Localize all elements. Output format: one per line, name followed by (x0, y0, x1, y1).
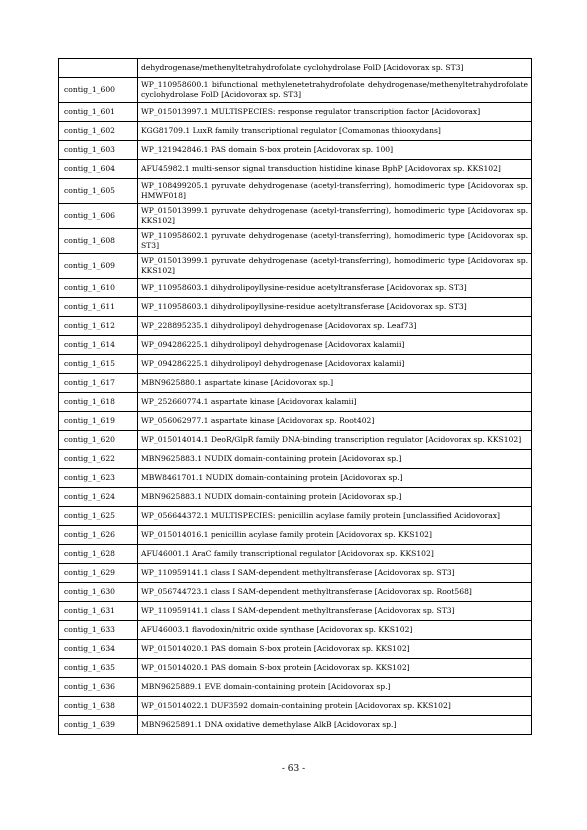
table-row (59, 678, 532, 697)
table-row (59, 279, 532, 298)
contig-id-cell: contig_1_617 (59, 374, 138, 393)
annotation-cell: WP_110958602.1 pyruvate dehydrogenase (acetyl-transferring), homodimeric type [Acidovorax sp. ST3] (138, 229, 532, 254)
table-row (59, 564, 532, 583)
table-row (59, 317, 532, 336)
annotation-cell: WP_015013997.1 MULTISPECIES: response regulator transcription factor [Acidovorax] (138, 103, 532, 122)
annotation-cell: AFU46003.1 flavodoxin/nitric oxide synthase [Acidovorax sp. KKS102] (138, 621, 532, 640)
table-row (59, 298, 532, 317)
annotation-cell: WP_121942846.1 PAS domain S-box protein [Acidovorax sp. 100] (138, 141, 532, 160)
contig-id-cell: contig_1_606 (59, 204, 138, 229)
annotation-cell: WP_015014016.1 penicillin acylase family protein [Acidovorax sp. KKS102] (138, 526, 532, 545)
annotation-cell: WP_056644372.1 MULTISPECIES: penicillin acylase family protein [unclassified Acidovorax] (138, 507, 532, 526)
table-row (59, 431, 532, 450)
page-number: - 63 - (281, 764, 306, 774)
contig-id-cell: contig_1_626 (59, 526, 138, 545)
contig-id-cell: contig_1_634 (59, 640, 138, 659)
annotation-cell: WP_015014020.1 PAS domain S-box protein [Acidovorax sp. KKS102] (138, 659, 532, 678)
contig-id-cell: contig_1_622 (59, 450, 138, 469)
annotation-cell: WP_056062977.1 aspartate kinase [Acidovorax sp. Root402] (138, 412, 532, 431)
table-row (59, 355, 532, 374)
annotation-cell: MBN9625883.1 NUDIX domain-containing protein [Acidovorax sp.] (138, 488, 532, 507)
annotation-cell: WP_094286225.1 dihydrolipoyl dehydrogenase [Acidovorax kalamii] (138, 336, 532, 355)
contig-id-cell: contig_1_609 (59, 254, 138, 279)
annotation-cell: WP_252660774.1 aspartate kinase [Acidovorax kalamii] (138, 393, 532, 412)
contig-id-cell: contig_1_601 (59, 103, 138, 122)
annotation-cell: WP_110958603.1 dihydrolipoyllysine-residue acetyltransferase [Acidovorax sp. ST3] (138, 279, 532, 298)
annotation-cell: WP_110958600.1 bifunctional methylenetetrahydrofolate dehydrogenase/methenyltetrahydrofolate cyclohydrolase FolD [Acidovorax sp. ST3] (138, 78, 532, 103)
annotation-table (58, 58, 532, 735)
table-row (59, 336, 532, 355)
table-row (59, 122, 532, 141)
annotation-cell: WP_108499205.1 pyruvate dehydrogenase (acetyl-transferring), homodimeric type [Acidovorax sp. HMWF018] (138, 179, 532, 204)
annotation-cell: AFU45982.1 multi-sensor signal transduction histidine kinase BphP [Acidovorax sp. KKS102] (138, 160, 532, 179)
contig-id-cell: contig_1_605 (59, 179, 138, 204)
table-row (59, 450, 532, 469)
table-row (59, 393, 532, 412)
table-row (59, 659, 532, 678)
annotation-cell: MBW8461701.1 NUDIX domain-containing protein [Acidovorax sp.] (138, 469, 532, 488)
table-row (59, 507, 532, 526)
table-row (59, 412, 532, 431)
contig-id-cell: contig_1_614 (59, 336, 138, 355)
annotation-cell: AFU46001.1 AraC family transcriptional regulator [Acidovorax sp. KKS102] (138, 545, 532, 564)
contig-id-cell: contig_1_633 (59, 621, 138, 640)
table-row (59, 469, 532, 488)
table-body (59, 59, 532, 735)
contig-id-cell: contig_1_604 (59, 160, 138, 179)
table-row (59, 78, 532, 103)
contig-id-cell: contig_1_625 (59, 507, 138, 526)
contig-id-cell: contig_1_615 (59, 355, 138, 374)
contig-id-cell: contig_1_618 (59, 393, 138, 412)
table-row (59, 204, 532, 229)
contig-id-cell: contig_1_630 (59, 583, 138, 602)
table-row (59, 160, 532, 179)
annotation-cell: WP_015014022.1 DUF3592 domain-containing protein [Acidovorax sp. KKS102] (138, 697, 532, 716)
annotation-cell: WP_015014014.1 DeoR/GlpR family DNA-binding transcription regulator [Acidovorax sp. KKS102] (138, 431, 532, 450)
contig-id-cell: contig_1_639 (59, 716, 138, 735)
annotation-cell: MBN9625891.1 DNA oxidative demethylase AlkB [Acidovorax sp.] (138, 716, 532, 735)
annotation-cell: KGG81709.1 LuxR family transcriptional regulator [Comamonas thiooxydans] (138, 122, 532, 141)
contig-id-cell: contig_1_628 (59, 545, 138, 564)
annotation-cell: WP_094286225.1 dihydrolipoyl dehydrogenase [Acidovorax kalamii] (138, 355, 532, 374)
table-row (59, 640, 532, 659)
contig-id-cell: contig_1_611 (59, 298, 138, 317)
table-row (59, 488, 532, 507)
annotation-cell: WP_110958603.1 dihydrolipoyllysine-residue acetyltransferase [Acidovorax sp. ST3] (138, 298, 532, 317)
contig-id-cell: contig_1_612 (59, 317, 138, 336)
contig-id-cell: contig_1_624 (59, 488, 138, 507)
annotation-cell: WP_015013999.1 pyruvate dehydrogenase (acetyl-transferring), homodimeric type [Acidovorax sp. KKS102] (138, 254, 532, 279)
table-row (59, 254, 532, 279)
annotation-cell: WP_110959141.1 class I SAM-dependent methyltransferase [Acidovorax sp. ST3] (138, 602, 532, 621)
annotation-cell: MBN9625889.1 EVE domain-containing protein [Acidovorax sp.] (138, 678, 532, 697)
contig-id-cell: contig_1_608 (59, 229, 138, 254)
contig-id-cell: contig_1_603 (59, 141, 138, 160)
contig-id-cell: contig_1_629 (59, 564, 138, 583)
table-row (59, 374, 532, 393)
contig-id-cell: contig_1_619 (59, 412, 138, 431)
annotation-cell: WP_056744723.1 class I SAM-dependent methyltransferase [Acidovorax sp. Root568] (138, 583, 532, 602)
table-row (59, 179, 532, 204)
table-row (59, 697, 532, 716)
contig-id-cell: contig_1_631 (59, 602, 138, 621)
annotation-cell: WP_110959141.1 class I SAM-dependent methyltransferase [Acidovorax sp. ST3] (138, 564, 532, 583)
contig-id-cell: contig_1_610 (59, 279, 138, 298)
table-row (59, 526, 532, 545)
contig-id-cell: contig_1_636 (59, 678, 138, 697)
contig-id-cell (59, 59, 138, 78)
annotation-cell: WP_015013999.1 pyruvate dehydrogenase (acetyl-transferring), homodimeric type [Acidovorax sp. KKS102] (138, 204, 532, 229)
table-row (59, 229, 532, 254)
annotation-cell: MBN9625880.1 aspartate kinase [Acidovorax sp.] (138, 374, 532, 393)
contig-id-cell: contig_1_600 (59, 78, 138, 103)
table-row (59, 583, 532, 602)
table-row (59, 103, 532, 122)
table-row (59, 621, 532, 640)
annotation-cell: WP_015014020.1 PAS domain S-box protein [Acidovorax sp. KKS102] (138, 640, 532, 659)
table-row (59, 59, 532, 78)
contig-id-cell: contig_1_635 (59, 659, 138, 678)
annotation-cell: MBN9625883.1 NUDIX domain-containing protein [Acidovorax sp.] (138, 450, 532, 469)
table-row (59, 545, 532, 564)
contig-id-cell: contig_1_623 (59, 469, 138, 488)
contig-id-cell: contig_1_602 (59, 122, 138, 141)
annotation-cell: dehydrogenase/methenyltetrahydrofolate cyclohydrolase FolD [Acidovorax sp. ST3] (138, 59, 532, 78)
contig-id-cell: contig_1_638 (59, 697, 138, 716)
table-row (59, 141, 532, 160)
contig-id-cell: contig_1_620 (59, 431, 138, 450)
table-row (59, 602, 532, 621)
annotation-cell: WP_228895235.1 dihydrolipoyl dehydrogenase [Acidovorax sp. Leaf73] (138, 317, 532, 336)
table-row (59, 716, 532, 735)
